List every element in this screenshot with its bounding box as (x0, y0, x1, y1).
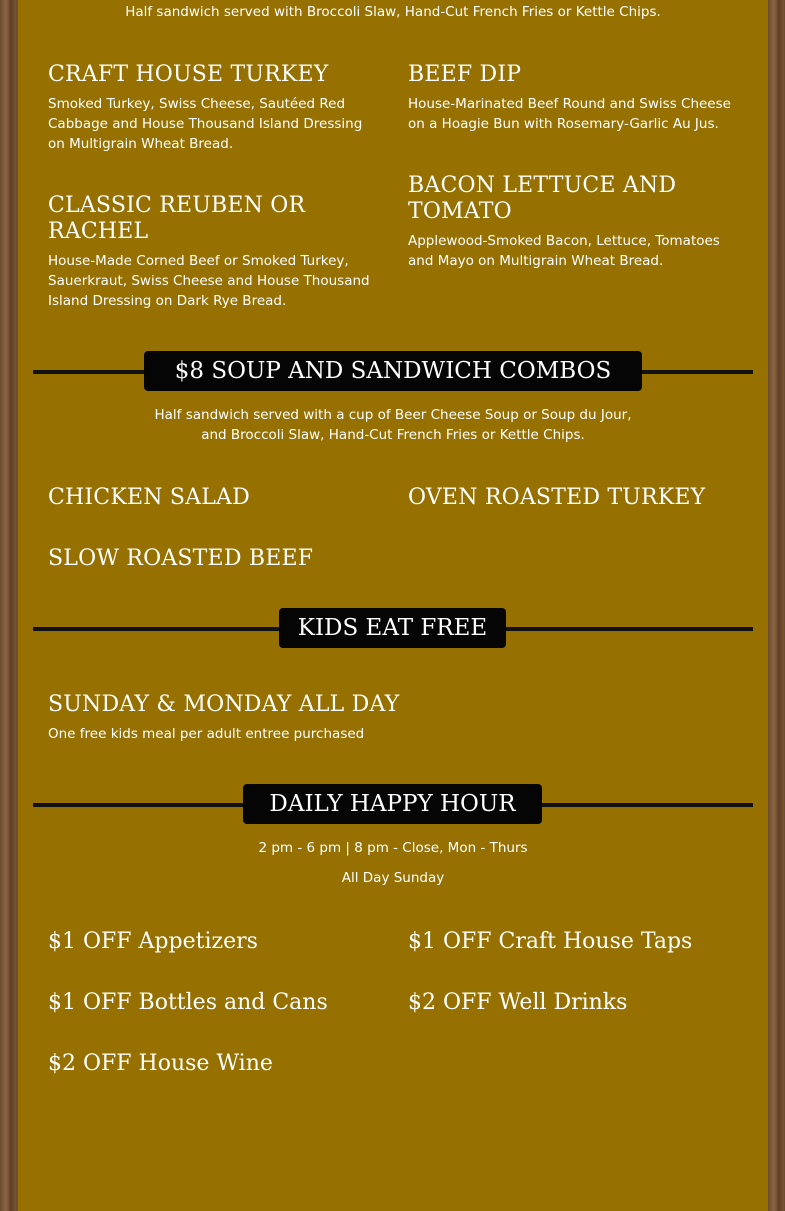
kids-item (48, 692, 548, 744)
deal-item: $2 OFF House Wine (48, 1051, 273, 1076)
item-description: Smoked Turkey, Swiss Cheese, Sautéed Red Cabbage and House Thousand Island Dressing on Multigrain Wheat Bread. (48, 96, 363, 152)
combo-item (48, 546, 313, 572)
menu-item (48, 193, 370, 311)
happy-hour-banner: DAILY HAPPY HOUR (243, 784, 542, 824)
item-description: Applewood-Smoked Bacon, Lettuce, Tomatoes and Mayo on Multigrain Wheat Bread. (408, 233, 720, 269)
menu-panel (18, 0, 768, 1211)
sandwich-intro: Half sandwich served with Broccoli Slaw, Hand-Cut French Fries or Kettle Chips. (125, 4, 661, 20)
combos-intro (18, 405, 768, 445)
item-title: CLASSIC REUBEN OR RACHEL (48, 193, 306, 244)
combo-item (48, 485, 250, 511)
happy-hour-sunday: All Day Sunday (341, 870, 445, 886)
kids-banner: KIDS EAT FREE (279, 608, 506, 648)
menu-item (408, 62, 738, 134)
kids-heading: SUNDAY & MONDAY ALL DAY (48, 692, 400, 717)
combo-title: OVEN ROASTED TURKEY (408, 485, 706, 510)
combo-title: CHICKEN SALAD (48, 485, 250, 510)
item-description: House-Made Corned Beef or Smoked Turkey, Sauerkraut, Swiss Cheese and House Thousand Island Dressing on Dark Rye Bread. (48, 253, 370, 309)
menu-item (48, 62, 378, 154)
combos-intro-line: and Broccoli Slaw, Hand-Cut French Fries or Kettle Chips. (201, 427, 585, 443)
combos-banner: $8 SOUP AND SANDWICH COMBOS (144, 351, 642, 391)
combo-item (408, 485, 705, 511)
kids-description: One free kids meal per adult entree purchased (48, 726, 365, 742)
deal-item: $1 OFF Craft House Taps (408, 929, 693, 954)
item-title: CRAFT HOUSE TURKEY (48, 62, 329, 87)
menu-item (408, 173, 728, 271)
combos-intro-line: Half sandwich served with a cup of Beer Cheese Soup or Soup du Jour, (154, 407, 632, 423)
item-description: House-Marinated Beef Round and Swiss Cheese on a Hoagie Bun with Rosemary-Garlic Au Jus. (408, 96, 731, 132)
deal-item: $2 OFF Well Drinks (408, 990, 628, 1015)
deal-item: $1 OFF Bottles and Cans (48, 990, 328, 1015)
happy-hour-times: 2 pm - 6 pm | 8 pm - Close, Mon - Thurs (258, 840, 528, 856)
deal-item: $1 OFF Appetizers (48, 929, 258, 954)
item-title: BACON LETTUCE AND TOMATO (408, 173, 677, 224)
item-title: BEEF DIP (408, 62, 522, 87)
combo-title: SLOW ROASTED BEEF (48, 546, 314, 571)
